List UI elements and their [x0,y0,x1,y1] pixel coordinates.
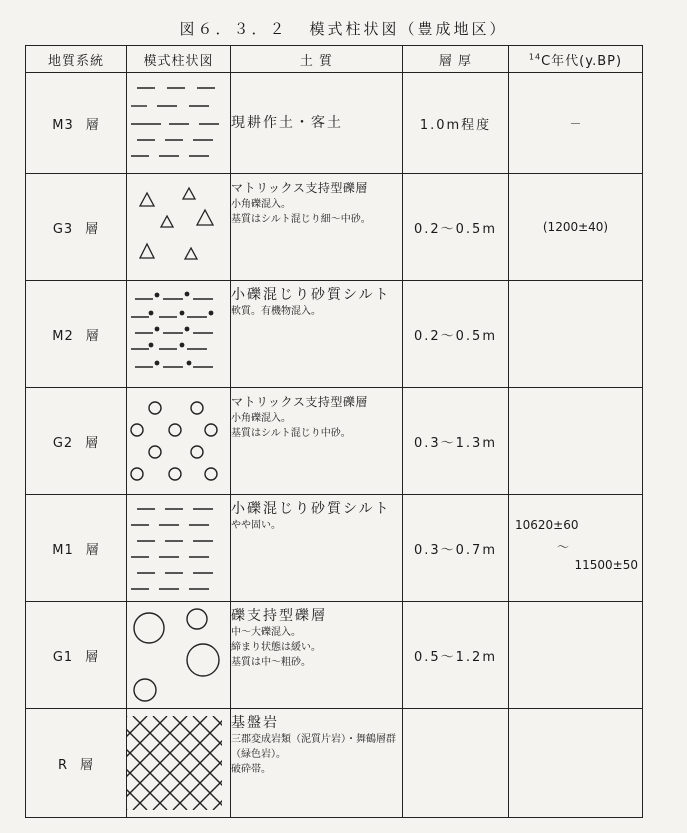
thickness-cell: 1.0m程度 [403,73,509,174]
stratigraphy-table [25,45,643,818]
age-cell [509,709,643,818]
header-thickness: 層 厚 [403,46,509,73]
soil-desc: やや固い。 [231,520,281,531]
figure-title [0,18,687,39]
age-range [509,518,642,578]
formation-cell [26,495,127,602]
thickness-cell: 0.3～1.3m [403,388,509,495]
formation-name: M2 [52,328,74,344]
age-range-separator: ～ [557,540,570,554]
soil-main: 礫支持型礫層 [231,608,327,624]
soil-desc: 締まり状態は緩い。 [231,642,321,653]
formation-unit: 層 [80,757,95,773]
age-range-to: 11500±50 [574,558,638,572]
large-circles-pattern [127,608,222,702]
age-cell [509,388,643,495]
soil-cell [231,174,403,281]
soil-desc: 基質は中～粗砂。 [231,657,311,668]
formation-cell [26,281,127,388]
formation-cell [26,388,127,495]
soil-main: 現耕作土・客土 [231,114,343,131]
formation-unit: 層 [85,328,100,344]
header-age-superscript: 14 [528,52,542,62]
table-row [26,73,643,174]
age-range-from: 10620±60 [515,518,579,532]
soil-cell [231,709,403,818]
table-row [26,709,643,818]
formation-name: G2 [52,435,74,451]
formation-unit: 層 [85,542,100,558]
thickness-cell [403,709,509,818]
figure-caption: 模式柱状図（豊成地区） [309,20,508,38]
thickness-cell: 0.2～0.5m [403,174,509,281]
formation-cell [26,174,127,281]
table-row [26,174,643,281]
soil-cell [231,388,403,495]
age-cell [509,495,643,602]
soil-desc: 破砕帯。 [231,764,271,775]
soil-cell [231,281,403,388]
soil-desc: 三郡変成岩類（泥質片岩）・舞鶴層群 [231,734,396,745]
table-row [26,602,643,709]
soil-cell [231,602,403,709]
table-row [26,281,643,388]
header-age-text: C年代(y.BP) [541,53,623,69]
soil-main: マトリックス支持型礫層 [231,181,368,195]
thickness-cell: 0.3～0.7m [403,495,509,602]
table-row [26,495,643,602]
column-cell [127,281,231,388]
formation-name: G3 [52,221,74,237]
formation-cell [26,73,127,174]
figure-number: 図６．３．２ [179,20,288,38]
formation-unit: 層 [85,221,100,237]
thickness-cell: 0.5～1.2m [403,602,509,709]
formation-name: R [57,757,69,773]
dashes-pattern [127,501,222,595]
column-cell [127,709,231,818]
crosshatch-pattern [127,716,222,810]
soil-main: 基盤岩 [231,715,279,731]
age-cell [509,281,643,388]
header-column: 模式柱状図 [127,46,231,73]
age-cell [509,602,643,709]
circles-pattern [127,394,222,488]
soil-main: マトリックス支持型礫層 [231,395,368,409]
soil-desc: 基質はシルト混じり中砂。 [231,428,351,439]
formation-unit: 層 [85,117,100,133]
triangles-pattern [127,180,222,274]
column-cell [127,495,231,602]
soil-main: 小礫混じり砂質シルト [231,501,391,517]
header-soil: 土 質 [231,46,403,73]
dash-dots-pattern [127,287,222,381]
formation-name: G1 [52,649,74,665]
dashes-pattern [127,76,222,170]
thickness-cell: 0.2～0.5m [403,281,509,388]
soil-desc: （緑色岩）。 [231,749,286,760]
age-cell: － [509,73,643,174]
formation-name: M3 [52,117,74,133]
formation-name: M1 [52,542,74,558]
soil-main: 小礫混じり砂質シルト [231,287,391,303]
soil-desc: 中～大礫混入。 [231,627,301,638]
header-row [26,46,643,73]
column-cell [127,602,231,709]
age-cell: (1200±40) [509,174,643,281]
formation-cell [26,602,127,709]
soil-desc: 軟質。有機物混入。 [231,306,321,317]
soil-desc: 小角礫混入。 [231,413,291,424]
column-cell [127,174,231,281]
header-formation: 地質系統 [26,46,127,73]
soil-desc: 基質はシルト混じり細～中砂。 [231,214,371,225]
formation-unit: 層 [85,649,100,665]
formation-cell [26,709,127,818]
soil-desc: 小角礫混入。 [231,199,291,210]
soil-cell [231,73,403,174]
column-cell [127,388,231,495]
header-age [509,46,643,73]
formation-unit: 層 [85,435,100,451]
column-cell [127,73,231,174]
table-row [26,388,643,495]
soil-cell [231,495,403,602]
